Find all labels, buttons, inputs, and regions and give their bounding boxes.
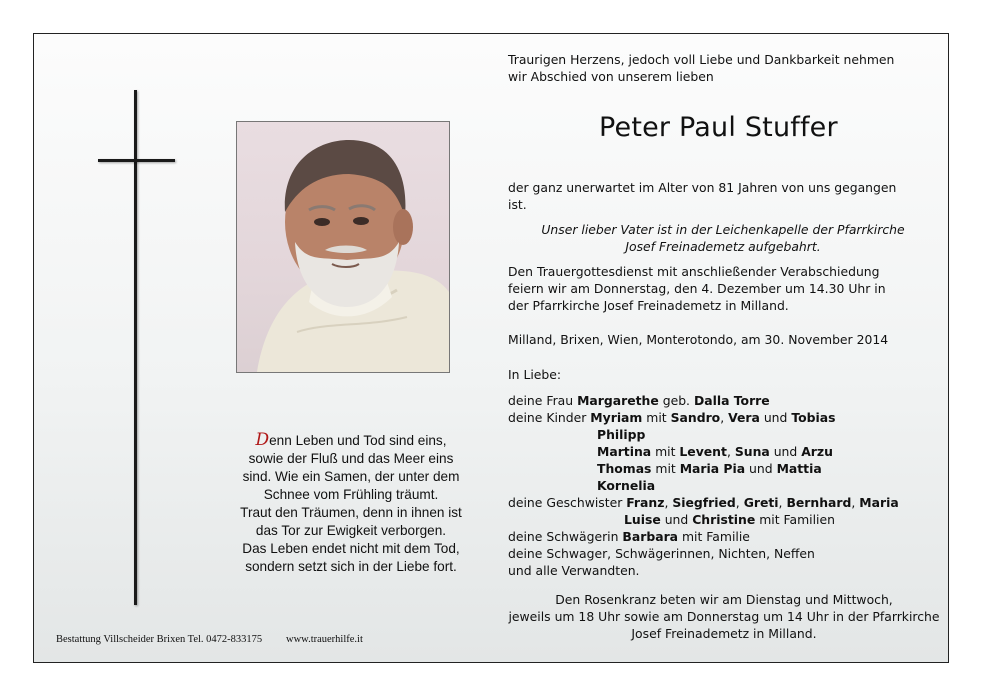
deceased-name: Peter Paul Stuffer xyxy=(599,112,838,143)
cross-vertical-beam xyxy=(134,90,137,605)
poem-line: Traut den Träumen, denn in ihnen ist xyxy=(240,505,462,520)
poem xyxy=(218,431,484,576)
family-child: Kornelia xyxy=(597,478,656,493)
poem-line: sind. Wie ein Samen, der unter dem xyxy=(242,469,460,484)
poem-line: Das Leben endet nicht mit dem Tod, xyxy=(242,541,460,556)
poem-dropcap: D xyxy=(255,430,270,450)
intro-text: Traurigen Herzens, jedoch voll Liebe und Dankbarkeit nehmen wir Abschied von unserem lieben xyxy=(508,52,895,84)
portrait-photo xyxy=(236,121,450,373)
family-relatives: und alle Verwandten. xyxy=(508,563,640,578)
poem-line: Schnee vom Frühling träumt. xyxy=(263,487,439,502)
place-date: Milland, Brixen, Wien, Monterotondo, am 30. November 2014 xyxy=(508,332,889,347)
family-child: Philipp xyxy=(597,427,646,442)
rosary-text: Den Rosenkranz beten wir am Dienstag und Mittwoch, jeweils um 18 Uhr sowie am Donnerstag um 14 Uhr in der Pfarrkirche Josef Freinademetz in Milland. xyxy=(508,592,940,641)
in-love-label: In Liebe: xyxy=(508,367,562,382)
family-list xyxy=(508,392,899,579)
cross-horizontal-beam xyxy=(98,159,175,162)
poem-line: das Tor zur Ewigkeit verborgen. xyxy=(255,523,447,538)
family-wife: deine Frau Margarethe geb. Dalla Torre xyxy=(508,393,770,408)
obituary-card xyxy=(33,33,949,663)
family-siblings-cont: Luise und Christine mit Familien xyxy=(624,512,835,527)
family-children: deine Kinder Myriam mit Sandro, Vera und Tobias xyxy=(508,410,836,425)
poem-line: sowie der Fluß und das Meer eins xyxy=(248,451,454,466)
family-child: Thomas mit Maria Pia und Mattia xyxy=(597,461,822,476)
poem-line: sondern setzt sich in der Liebe fort. xyxy=(245,559,457,574)
family-siblings: deine Geschwister Franz, Siegfried, Greti, Bernhard, Maria xyxy=(508,495,899,510)
website-text: www.trauerhilfe.it xyxy=(286,634,363,645)
laid-out-text: Unser lieber Vater ist in der Leichenkapelle der Pfarrkirche Josef Freinademetz aufgebahrt. xyxy=(541,222,905,254)
service-text: Den Trauergottesdienst mit anschließender Verabschiedung feiern wir am Donnerstag, den 4. Dezember um 14.30 Uhr in der Pfarrkirche Josef Freinademetz in Milland. xyxy=(508,264,886,313)
portrait-illustration xyxy=(237,122,449,372)
family-child: Martina mit Levent, Suna und Arzu xyxy=(597,444,833,459)
funeral-home-info: Bestattung Villscheider Brixen Tel. 0472-833175 xyxy=(56,634,263,645)
poem-line-1: Denn Leben und Tod sind eins, xyxy=(255,430,447,450)
passing-text: der ganz unerwartet im Alter von 81 Jahren von uns gegangen ist. xyxy=(508,180,897,212)
family-sister-in-law: deine Schwägerin Barbara mit Familie xyxy=(508,529,750,544)
family-others: deine Schwager, Schwägerinnen, Nichten, Neffen xyxy=(508,546,815,561)
